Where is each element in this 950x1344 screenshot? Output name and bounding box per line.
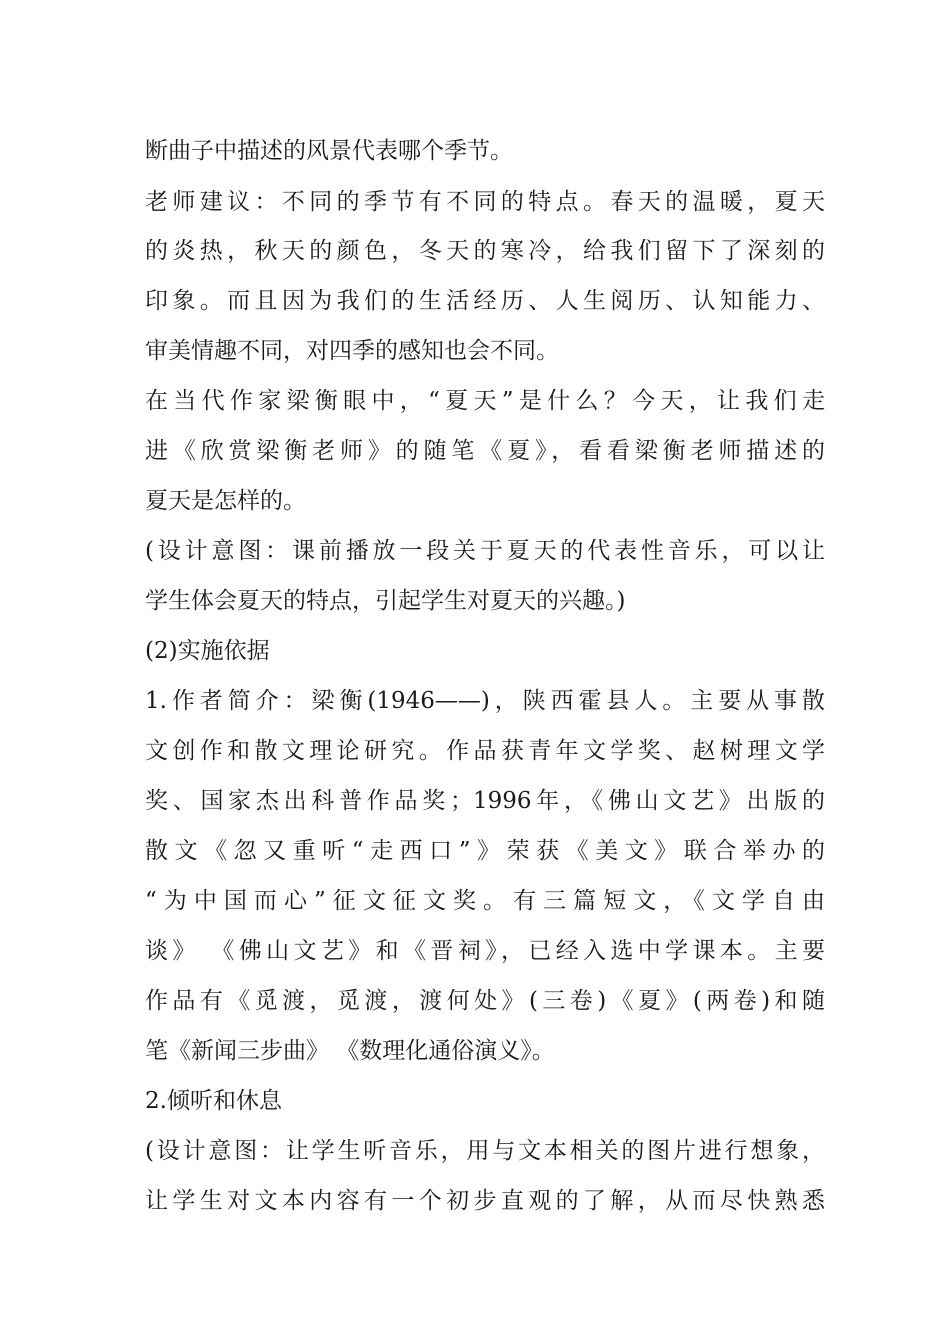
text-line: 进《欣赏梁衡老师》的随笔《夏》，看看梁衡老师描述的: [145, 438, 825, 464]
text-line: 让学生对文本内容有一个初步直观的了解，从而尽快熟悉: [145, 1188, 825, 1214]
text-line: (设计意图：让学生听音乐，用与文本相关的图片进行想象，: [145, 1138, 825, 1164]
text-line: “为中国而心”征文征文奖。有三篇短文，《文学自由: [145, 888, 825, 914]
text-line: 奖、国家杰出科普作品奖；1996年，《佛山文艺》出版的: [145, 788, 825, 814]
text-line: 的炎热，秋天的颜色，冬天的寒冷，给我们留下了深刻的: [145, 238, 825, 264]
text-line: 老师建议：不同的季节有不同的特点。春天的温暖，夏天: [145, 189, 825, 215]
text-line: 谈》 《佛山文艺》和《晋祠》，已经入选中学课本。主要: [145, 938, 825, 964]
text-line: 散文《忽又重听“走西口”》荣获《美文》联合举办的: [145, 838, 825, 864]
text-line: 1.作者简介：梁衡(1946——)，陕西霍县人。主要从事散: [145, 688, 825, 714]
text-line: (设计意图：课前播放一段关于夏天的代表性音乐，可以让: [145, 538, 825, 564]
text-line: 在当代作家梁衡眼中，“夏天”是什么？今天，让我们走: [145, 388, 825, 414]
text-line: 印象。而且因为我们的生活经历、人生阅历、认知能力、: [145, 288, 825, 314]
text-line: 文创作和散文理论研究。作品获青年文学奖、赵树理文学: [145, 738, 825, 764]
text-line: 笔《新闻三步曲》 《数理化通俗演义》。: [145, 1038, 555, 1064]
text-line: 作品有《觅渡，觅渡，渡何处》(三卷)《夏》(两卷)和随: [145, 988, 825, 1014]
text-line: 学生体会夏天的特点，引起学生对夏天的兴趣。): [145, 588, 626, 614]
text-line: 审美情趣不同，对四季的感知也会不同。: [145, 338, 559, 364]
section-heading: 2.倾听和休息: [145, 1088, 282, 1114]
text-line: 断曲子中描述的风景代表哪个季节。: [145, 138, 513, 164]
text-line: 夏天是怎样的。: [145, 488, 306, 514]
section-heading: (2)实施依据: [145, 638, 270, 664]
